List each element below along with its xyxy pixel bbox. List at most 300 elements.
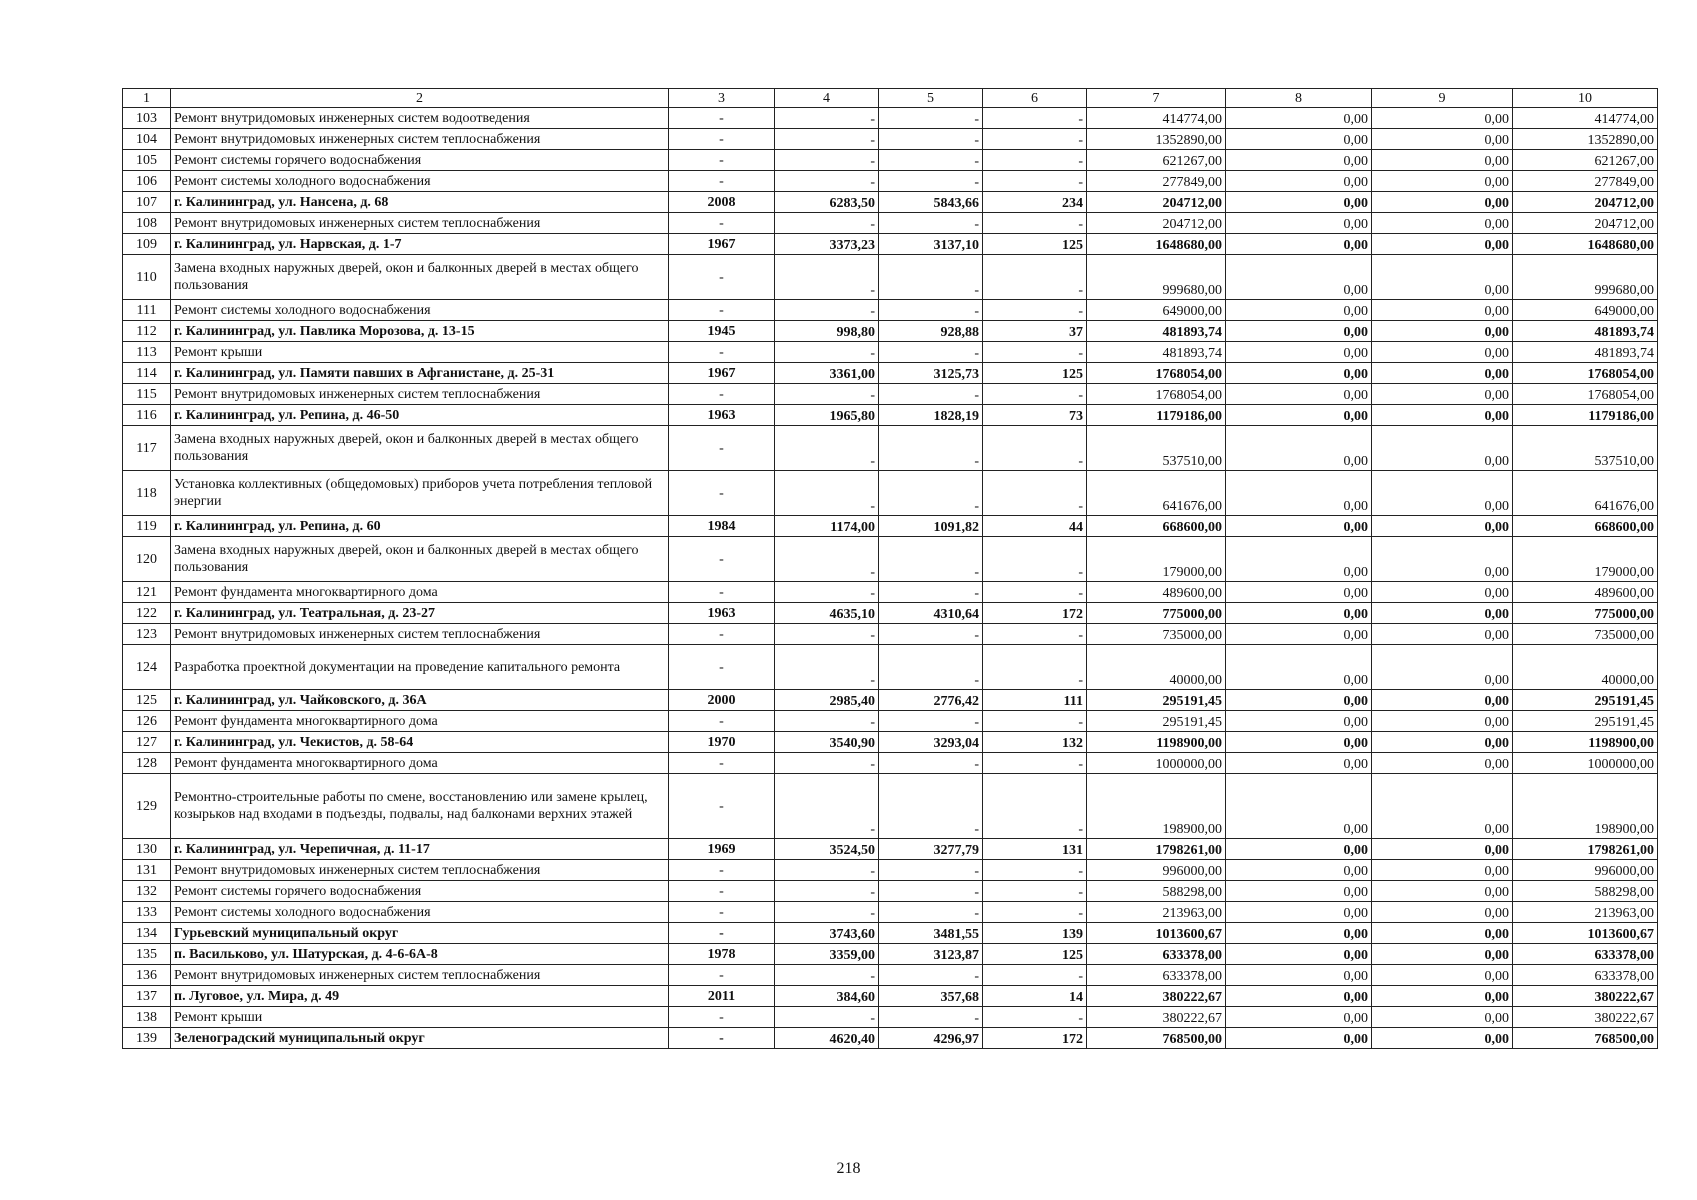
residents: - xyxy=(983,860,1087,881)
total-cost: 481893,74 xyxy=(1087,342,1226,363)
total-cost: 1768054,00 xyxy=(1087,384,1226,405)
living-area: 3293,04 xyxy=(879,732,983,753)
row-number: 131 xyxy=(123,860,171,881)
cost-col-8: 0,00 xyxy=(1226,255,1372,300)
total-cost: 999680,00 xyxy=(1087,255,1226,300)
year-built: - xyxy=(669,171,775,192)
total-cost: 489600,00 xyxy=(1087,582,1226,603)
residents: - xyxy=(983,774,1087,839)
table-row-work xyxy=(123,537,1658,582)
total-area: - xyxy=(775,965,879,986)
row-description: г. Калининград, ул. Памяти павших в Афганистане, д. 25-31 xyxy=(171,363,669,384)
row-number: 123 xyxy=(123,624,171,645)
row-description: Замена входных наружных дверей, окон и балконных дверей в местах общего пользования xyxy=(171,255,669,300)
table-row-address xyxy=(123,405,1658,426)
living-area: - xyxy=(879,471,983,516)
row-number: 133 xyxy=(123,902,171,923)
cost-col-10: 380222,67 xyxy=(1513,986,1658,1007)
living-area: 2776,42 xyxy=(879,690,983,711)
living-area: 3137,10 xyxy=(879,234,983,255)
total-cost: 414774,00 xyxy=(1087,108,1226,129)
cost-col-8: 0,00 xyxy=(1226,192,1372,213)
residents: - xyxy=(983,537,1087,582)
living-area: 4310,64 xyxy=(879,603,983,624)
header-col-10: 10 xyxy=(1513,89,1658,108)
year-built: - xyxy=(669,471,775,516)
year-built: 2011 xyxy=(669,986,775,1007)
total-cost: 213963,00 xyxy=(1087,902,1226,923)
cost-col-9: 0,00 xyxy=(1372,881,1513,902)
cost-col-9: 0,00 xyxy=(1372,384,1513,405)
row-number: 103 xyxy=(123,108,171,129)
residents: - xyxy=(983,881,1087,902)
residents: 132 xyxy=(983,732,1087,753)
total-area: 2985,40 xyxy=(775,690,879,711)
residents: 125 xyxy=(983,363,1087,384)
cost-col-8: 0,00 xyxy=(1226,384,1372,405)
residents: - xyxy=(983,624,1087,645)
year-built: 1967 xyxy=(669,363,775,384)
living-area: - xyxy=(879,171,983,192)
living-area: - xyxy=(879,645,983,690)
residents: 131 xyxy=(983,839,1087,860)
row-number: 109 xyxy=(123,234,171,255)
row-description: г. Калининград, ул. Репина, д. 46-50 xyxy=(171,405,669,426)
residents: - xyxy=(983,471,1087,516)
row-description: г. Калининград, ул. Павлика Морозова, д. 13-15 xyxy=(171,321,669,342)
table-row-work xyxy=(123,129,1658,150)
table-row-address xyxy=(123,690,1658,711)
total-area: 1174,00 xyxy=(775,516,879,537)
year-built: - xyxy=(669,129,775,150)
cost-col-10: 735000,00 xyxy=(1513,624,1658,645)
residents: 111 xyxy=(983,690,1087,711)
row-number: 137 xyxy=(123,986,171,1007)
total-area: - xyxy=(775,384,879,405)
cost-col-10: 40000,00 xyxy=(1513,645,1658,690)
cost-col-9: 0,00 xyxy=(1372,839,1513,860)
total-cost: 198900,00 xyxy=(1087,774,1226,839)
total-area: 3361,00 xyxy=(775,363,879,384)
total-cost: 588298,00 xyxy=(1087,881,1226,902)
column-number-header-row xyxy=(123,89,1658,108)
table-row-work xyxy=(123,384,1658,405)
cost-col-9: 0,00 xyxy=(1372,624,1513,645)
table-row-work xyxy=(123,711,1658,732)
cost-col-9: 0,00 xyxy=(1372,902,1513,923)
cost-col-8: 0,00 xyxy=(1226,711,1372,732)
cost-col-10: 1198900,00 xyxy=(1513,732,1658,753)
total-cost: 1179186,00 xyxy=(1087,405,1226,426)
total-area: 1965,80 xyxy=(775,405,879,426)
year-built: - xyxy=(669,774,775,839)
total-area: - xyxy=(775,300,879,321)
residents: - xyxy=(983,426,1087,471)
cost-col-10: 489600,00 xyxy=(1513,582,1658,603)
cost-col-8: 0,00 xyxy=(1226,342,1372,363)
year-built: - xyxy=(669,645,775,690)
total-area: 4620,40 xyxy=(775,1028,879,1049)
total-area: - xyxy=(775,902,879,923)
row-description: Ремонт внутридомовых инженерных систем теплоснабжения xyxy=(171,384,669,405)
cost-col-9: 0,00 xyxy=(1372,171,1513,192)
row-description: Ремонт внутридомовых инженерных систем теплоснабжения xyxy=(171,860,669,881)
table-row-address xyxy=(123,321,1658,342)
living-area: 3123,87 xyxy=(879,944,983,965)
year-built: - xyxy=(669,213,775,234)
cost-col-10: 1768054,00 xyxy=(1513,363,1658,384)
residents: - xyxy=(983,129,1087,150)
cost-col-9: 0,00 xyxy=(1372,342,1513,363)
living-area: - xyxy=(879,300,983,321)
cost-col-8: 0,00 xyxy=(1226,300,1372,321)
total-cost: 1013600,67 xyxy=(1087,923,1226,944)
total-cost: 775000,00 xyxy=(1087,603,1226,624)
row-description: п. Луговое, ул. Мира, д. 49 xyxy=(171,986,669,1007)
row-number: 122 xyxy=(123,603,171,624)
living-area: 3481,55 xyxy=(879,923,983,944)
row-number: 116 xyxy=(123,405,171,426)
year-built: - xyxy=(669,902,775,923)
year-built: - xyxy=(669,965,775,986)
residents: - xyxy=(983,711,1087,732)
header-col-2: 2 xyxy=(171,89,669,108)
year-built: 1945 xyxy=(669,321,775,342)
year-built: - xyxy=(669,384,775,405)
total-area: - xyxy=(775,582,879,603)
cost-col-8: 0,00 xyxy=(1226,1007,1372,1028)
row-number: 126 xyxy=(123,711,171,732)
cost-col-10: 1648680,00 xyxy=(1513,234,1658,255)
table-body xyxy=(123,108,1658,1049)
total-area: 6283,50 xyxy=(775,192,879,213)
row-description: г. Калининград, ул. Черепичная, д. 11-17 xyxy=(171,839,669,860)
row-number: 139 xyxy=(123,1028,171,1049)
table-row-work xyxy=(123,300,1658,321)
cost-col-10: 213963,00 xyxy=(1513,902,1658,923)
living-area: - xyxy=(879,1007,983,1028)
document-table-container xyxy=(122,88,1657,1049)
table-row-work xyxy=(123,774,1658,839)
header-col-1: 1 xyxy=(123,89,171,108)
cost-col-10: 204712,00 xyxy=(1513,213,1658,234)
row-description: Установка коллективных (общедомовых) приборов учета потребления тепловой энергии xyxy=(171,471,669,516)
cost-col-9: 0,00 xyxy=(1372,1007,1513,1028)
cost-col-10: 649000,00 xyxy=(1513,300,1658,321)
total-area: 3540,90 xyxy=(775,732,879,753)
cost-col-9: 0,00 xyxy=(1372,213,1513,234)
table-row-work xyxy=(123,645,1658,690)
year-built: 1970 xyxy=(669,732,775,753)
living-area: - xyxy=(879,881,983,902)
residents: 14 xyxy=(983,986,1087,1007)
year-built: - xyxy=(669,537,775,582)
row-number: 113 xyxy=(123,342,171,363)
year-built: - xyxy=(669,923,775,944)
cost-col-9: 0,00 xyxy=(1372,234,1513,255)
row-number: 107 xyxy=(123,192,171,213)
cost-col-8: 0,00 xyxy=(1226,944,1372,965)
row-description: г. Калининград, ул. Театральная, д. 23-27 xyxy=(171,603,669,624)
cost-col-8: 0,00 xyxy=(1226,1028,1372,1049)
living-area: - xyxy=(879,582,983,603)
row-description: Ремонтно-строительные работы по смене, восстановлению или замене крылец, козырьков над входами в подъезды, подвалы, над балконами верхних этажей xyxy=(171,774,669,839)
total-cost: 633378,00 xyxy=(1087,965,1226,986)
residents: - xyxy=(983,902,1087,923)
cost-col-10: 775000,00 xyxy=(1513,603,1658,624)
row-description: Ремонт фундамента многоквартирного дома xyxy=(171,753,669,774)
total-cost: 295191,45 xyxy=(1087,711,1226,732)
row-number: 125 xyxy=(123,690,171,711)
total-area: - xyxy=(775,342,879,363)
row-description: Ремонт внутридомовых инженерных систем теплоснабжения xyxy=(171,129,669,150)
row-number: 110 xyxy=(123,255,171,300)
cost-col-9: 0,00 xyxy=(1372,860,1513,881)
total-cost: 668600,00 xyxy=(1087,516,1226,537)
total-cost: 1648680,00 xyxy=(1087,234,1226,255)
row-number: 128 xyxy=(123,753,171,774)
living-area: - xyxy=(879,965,983,986)
total-cost: 380222,67 xyxy=(1087,1007,1226,1028)
year-built: - xyxy=(669,582,775,603)
total-cost: 1198900,00 xyxy=(1087,732,1226,753)
residents: - xyxy=(983,384,1087,405)
year-built: - xyxy=(669,255,775,300)
year-built: - xyxy=(669,1007,775,1028)
year-built: - xyxy=(669,881,775,902)
table-row-address xyxy=(123,234,1658,255)
table-row-address xyxy=(123,944,1658,965)
row-description: Разработка проектной документации на проведение капитального ремонта xyxy=(171,645,669,690)
table-row-work xyxy=(123,965,1658,986)
cost-col-8: 0,00 xyxy=(1226,363,1372,384)
row-number: 134 xyxy=(123,923,171,944)
residents: - xyxy=(983,1007,1087,1028)
year-built: - xyxy=(669,860,775,881)
cost-col-8: 0,00 xyxy=(1226,150,1372,171)
cost-col-8: 0,00 xyxy=(1226,839,1372,860)
total-area: 4635,10 xyxy=(775,603,879,624)
table-row-work xyxy=(123,108,1658,129)
year-built: - xyxy=(669,624,775,645)
cost-col-10: 999680,00 xyxy=(1513,255,1658,300)
residents: 125 xyxy=(983,944,1087,965)
residents: 234 xyxy=(983,192,1087,213)
living-area: - xyxy=(879,860,983,881)
cost-col-10: 380222,67 xyxy=(1513,1007,1658,1028)
row-number: 120 xyxy=(123,537,171,582)
cost-col-10: 198900,00 xyxy=(1513,774,1658,839)
total-area: - xyxy=(775,624,879,645)
row-number: 117 xyxy=(123,426,171,471)
cost-col-9: 0,00 xyxy=(1372,321,1513,342)
cost-col-9: 0,00 xyxy=(1372,774,1513,839)
row-description: Ремонт внутридомовых инженерных систем теплоснабжения xyxy=(171,213,669,234)
row-description: г. Калининград, ул. Чекистов, д. 58-64 xyxy=(171,732,669,753)
total-area: 3524,50 xyxy=(775,839,879,860)
page-number: 218 xyxy=(836,1160,861,1177)
table-row-work xyxy=(123,753,1658,774)
total-area: - xyxy=(775,645,879,690)
living-area: - xyxy=(879,129,983,150)
cost-col-9: 0,00 xyxy=(1372,645,1513,690)
table-row-work xyxy=(123,342,1658,363)
residents: - xyxy=(983,342,1087,363)
row-number: 121 xyxy=(123,582,171,603)
table-row-address xyxy=(123,192,1658,213)
living-area: - xyxy=(879,774,983,839)
living-area: - xyxy=(879,624,983,645)
total-area: - xyxy=(775,213,879,234)
row-description: Ремонт системы горячего водоснабжения xyxy=(171,881,669,902)
header-col-5: 5 xyxy=(879,89,983,108)
cost-col-9: 0,00 xyxy=(1372,965,1513,986)
cost-col-8: 0,00 xyxy=(1226,426,1372,471)
cost-col-9: 0,00 xyxy=(1372,426,1513,471)
cost-col-9: 0,00 xyxy=(1372,711,1513,732)
row-description: Ремонт системы горячего водоснабжения xyxy=(171,150,669,171)
cost-col-9: 0,00 xyxy=(1372,192,1513,213)
cost-col-9: 0,00 xyxy=(1372,300,1513,321)
total-area: - xyxy=(775,1007,879,1028)
living-area: 3125,73 xyxy=(879,363,983,384)
cost-col-10: 1768054,00 xyxy=(1513,384,1658,405)
row-description: Ремонт системы холодного водоснабжения xyxy=(171,171,669,192)
year-built: 2008 xyxy=(669,192,775,213)
living-area: 1828,19 xyxy=(879,405,983,426)
living-area: - xyxy=(879,426,983,471)
living-area: 1091,82 xyxy=(879,516,983,537)
year-built: 1963 xyxy=(669,405,775,426)
row-description: Ремонт внутридомовых инженерных систем теплоснабжения xyxy=(171,965,669,986)
row-description: Зеленоградский муниципальный округ xyxy=(171,1028,669,1049)
total-cost: 179000,00 xyxy=(1087,537,1226,582)
row-description: Замена входных наружных дверей, окон и балконных дверей в местах общего пользования xyxy=(171,426,669,471)
cost-col-10: 1179186,00 xyxy=(1513,405,1658,426)
table-row-work xyxy=(123,213,1658,234)
cost-col-10: 588298,00 xyxy=(1513,881,1658,902)
total-cost: 1000000,00 xyxy=(1087,753,1226,774)
cost-col-8: 0,00 xyxy=(1226,108,1372,129)
total-cost: 649000,00 xyxy=(1087,300,1226,321)
cost-col-10: 414774,00 xyxy=(1513,108,1658,129)
year-built: - xyxy=(669,753,775,774)
row-description: Ремонт фундамента многоквартирного дома xyxy=(171,582,669,603)
cost-col-8: 0,00 xyxy=(1226,213,1372,234)
living-area: 3277,79 xyxy=(879,839,983,860)
cost-col-10: 537510,00 xyxy=(1513,426,1658,471)
cost-col-8: 0,00 xyxy=(1226,321,1372,342)
row-description: Ремонт внутридомовых инженерных систем теплоснабжения xyxy=(171,624,669,645)
cost-col-9: 0,00 xyxy=(1372,363,1513,384)
capital-repair-table xyxy=(122,88,1658,1049)
living-area: - xyxy=(879,753,983,774)
cost-col-8: 0,00 xyxy=(1226,537,1372,582)
cost-col-10: 996000,00 xyxy=(1513,860,1658,881)
living-area: - xyxy=(879,108,983,129)
total-cost: 380222,67 xyxy=(1087,986,1226,1007)
row-number: 108 xyxy=(123,213,171,234)
total-area: 998,80 xyxy=(775,321,879,342)
cost-col-10: 1000000,00 xyxy=(1513,753,1658,774)
header-col-4: 4 xyxy=(775,89,879,108)
cost-col-9: 0,00 xyxy=(1372,986,1513,1007)
row-number: 129 xyxy=(123,774,171,839)
residents: - xyxy=(983,255,1087,300)
cost-col-8: 0,00 xyxy=(1226,645,1372,690)
header-col-6: 6 xyxy=(983,89,1087,108)
residents: - xyxy=(983,108,1087,129)
residents: 37 xyxy=(983,321,1087,342)
year-built: - xyxy=(669,150,775,171)
table-row-work xyxy=(123,860,1658,881)
year-built: 1963 xyxy=(669,603,775,624)
table-row-work xyxy=(123,171,1658,192)
year-built: - xyxy=(669,342,775,363)
cost-col-8: 0,00 xyxy=(1226,774,1372,839)
cost-col-8: 0,00 xyxy=(1226,624,1372,645)
cost-col-9: 0,00 xyxy=(1372,516,1513,537)
total-cost: 1768054,00 xyxy=(1087,363,1226,384)
year-built: 2000 xyxy=(669,690,775,711)
table-row-address xyxy=(123,363,1658,384)
row-number: 138 xyxy=(123,1007,171,1028)
cost-col-8: 0,00 xyxy=(1226,860,1372,881)
total-cost: 996000,00 xyxy=(1087,860,1226,881)
cost-col-8: 0,00 xyxy=(1226,753,1372,774)
total-area: - xyxy=(775,881,879,902)
total-cost: 1798261,00 xyxy=(1087,839,1226,860)
cost-col-10: 633378,00 xyxy=(1513,965,1658,986)
row-number: 132 xyxy=(123,881,171,902)
total-area: - xyxy=(775,150,879,171)
cost-col-9: 0,00 xyxy=(1372,944,1513,965)
row-number: 135 xyxy=(123,944,171,965)
cost-col-10: 295191,45 xyxy=(1513,711,1658,732)
cost-col-8: 0,00 xyxy=(1226,405,1372,426)
cost-col-10: 668600,00 xyxy=(1513,516,1658,537)
total-cost: 641676,00 xyxy=(1087,471,1226,516)
total-area: - xyxy=(775,426,879,471)
row-number: 115 xyxy=(123,384,171,405)
table-row-work xyxy=(123,471,1658,516)
year-built: 1978 xyxy=(669,944,775,965)
total-area: - xyxy=(775,860,879,881)
total-cost: 295191,45 xyxy=(1087,690,1226,711)
table-row-work xyxy=(123,881,1658,902)
cost-col-9: 0,00 xyxy=(1372,1028,1513,1049)
cost-col-9: 0,00 xyxy=(1372,405,1513,426)
row-number: 106 xyxy=(123,171,171,192)
living-area: - xyxy=(879,342,983,363)
row-number: 114 xyxy=(123,363,171,384)
cost-col-10: 1352890,00 xyxy=(1513,129,1658,150)
cost-col-8: 0,00 xyxy=(1226,171,1372,192)
cost-col-10: 1798261,00 xyxy=(1513,839,1658,860)
living-area: - xyxy=(879,213,983,234)
cost-col-9: 0,00 xyxy=(1372,690,1513,711)
residents: - xyxy=(983,300,1087,321)
cost-col-8: 0,00 xyxy=(1226,965,1372,986)
year-built: - xyxy=(669,108,775,129)
total-cost: 633378,00 xyxy=(1087,944,1226,965)
table-row-address xyxy=(123,1028,1658,1049)
cost-col-10: 481893,74 xyxy=(1513,321,1658,342)
row-description: г. Калининград, ул. Репина, д. 60 xyxy=(171,516,669,537)
row-description: Ремонт системы холодного водоснабжения xyxy=(171,300,669,321)
cost-col-8: 0,00 xyxy=(1226,471,1372,516)
row-description: г. Калининград, ул. Нансена, д. 68 xyxy=(171,192,669,213)
